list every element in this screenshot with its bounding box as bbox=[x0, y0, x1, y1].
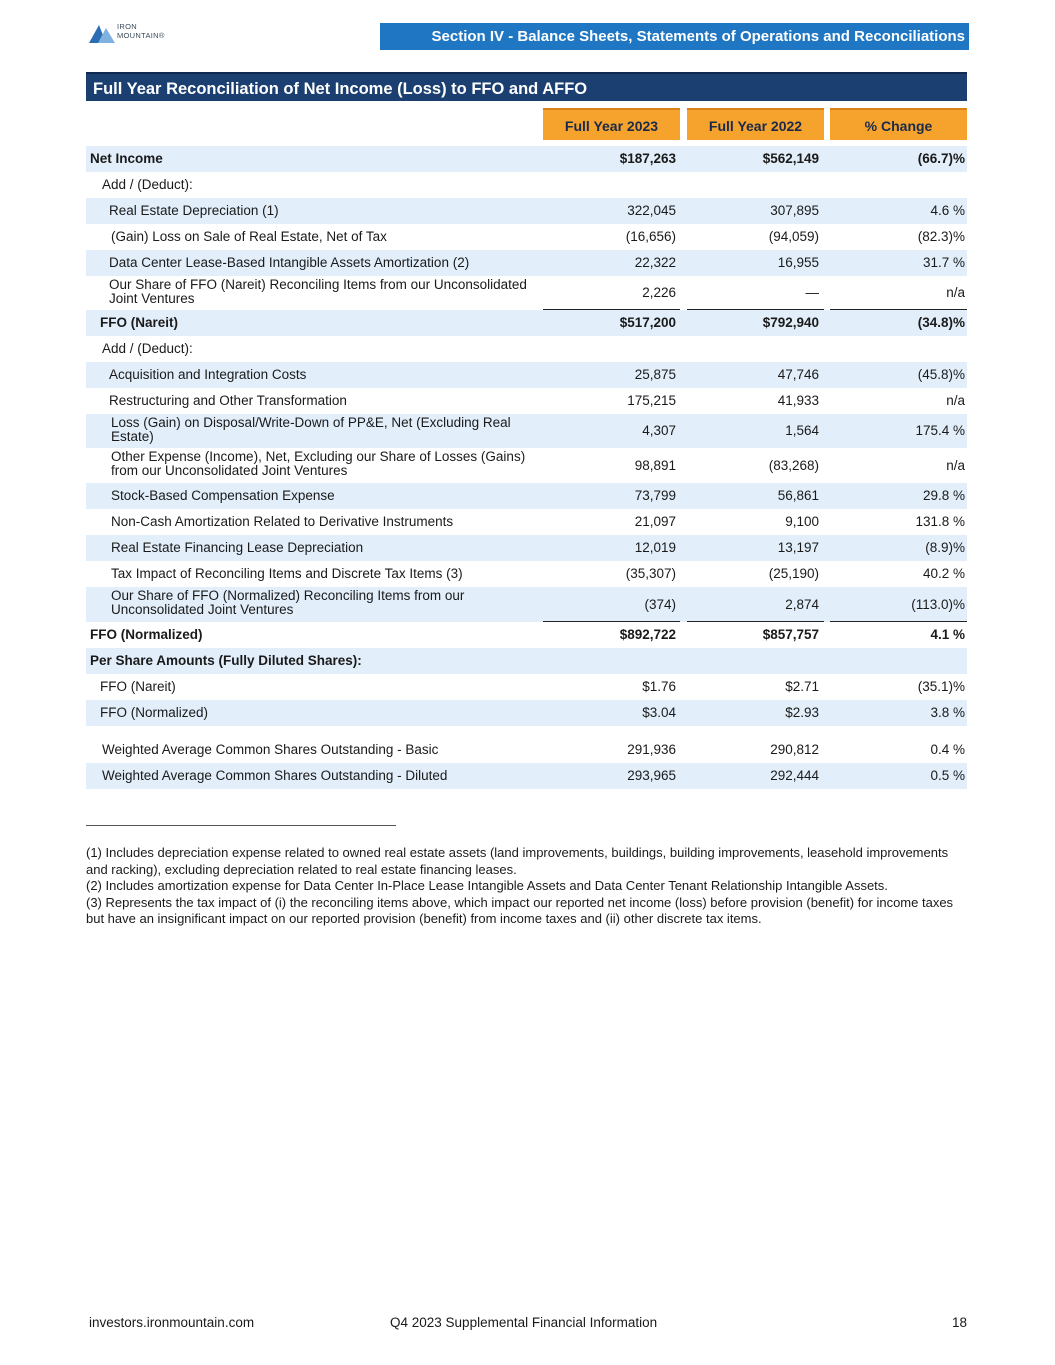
row-label: FFO (Normalized) bbox=[90, 627, 203, 642]
iron-mountain-logo bbox=[89, 22, 189, 46]
value-percent-change: 0.5 % bbox=[930, 768, 965, 783]
row-label-line-1: Other Expense (Income), Net, Excluding our Share of Losses (Gains) bbox=[111, 449, 526, 464]
value-percent-change: n/a bbox=[946, 393, 965, 408]
value-full-year-2023: $892,722 bbox=[619, 627, 676, 642]
row-label-line-2: from our Unconsolidated Joint Ventures bbox=[111, 463, 348, 478]
value-percent-change: (35.1)% bbox=[917, 679, 965, 694]
value-percent-change: 131.8 % bbox=[915, 514, 965, 529]
footnote-divider bbox=[86, 825, 396, 826]
value-percent-change: 29.8 % bbox=[922, 488, 965, 503]
value-percent-change: 4.1 % bbox=[930, 627, 965, 642]
table-row bbox=[86, 674, 967, 700]
table-row bbox=[86, 509, 967, 535]
row-label-line-2: Joint Ventures bbox=[109, 291, 195, 306]
footnotes bbox=[86, 845, 971, 928]
row-label: Per Share Amounts (Fully Diluted Shares): bbox=[90, 653, 362, 668]
value-full-year-2023: (16,656) bbox=[625, 229, 676, 244]
subtotal-rule bbox=[830, 309, 967, 310]
value-full-year-2022: $2.93 bbox=[785, 705, 819, 720]
value-full-year-2023: 98,891 bbox=[634, 458, 676, 473]
value-percent-change: (82.3)% bbox=[917, 229, 965, 244]
value-full-year-2022: 47,746 bbox=[777, 367, 819, 382]
value-full-year-2023: $517,200 bbox=[619, 315, 676, 330]
table-row bbox=[86, 250, 967, 276]
value-full-year-2022: (94,059) bbox=[768, 229, 819, 244]
row-label: Restructuring and Other Transformation bbox=[109, 393, 347, 408]
value-full-year-2022: 9,100 bbox=[785, 514, 819, 529]
table-row bbox=[86, 198, 967, 224]
value-full-year-2023: 25,875 bbox=[634, 367, 676, 382]
row-label: (Gain) Loss on Sale of Real Estate, Net of Tax bbox=[111, 229, 387, 244]
subtotal-rule bbox=[543, 309, 680, 310]
value-full-year-2023: 4,307 bbox=[642, 423, 676, 438]
column-header-full-year-2022: Full Year 2022 bbox=[687, 108, 824, 140]
row-label: Real Estate Depreciation (1) bbox=[109, 203, 279, 218]
value-full-year-2023: 73,799 bbox=[634, 488, 676, 503]
value-percent-change: (45.8)% bbox=[917, 367, 965, 382]
value-full-year-2022: $562,149 bbox=[762, 151, 819, 166]
table-row bbox=[86, 763, 967, 789]
row-label: Add / (Deduct): bbox=[102, 177, 193, 192]
row-label bbox=[86, 450, 566, 478]
table-row bbox=[86, 587, 967, 622]
section-banner: Section IV - Balance Sheets, Statements of Operations and Reconciliations bbox=[380, 23, 969, 50]
value-percent-change: n/a bbox=[946, 285, 965, 300]
row-label: Add / (Deduct): bbox=[102, 341, 193, 356]
column-header-percent-change: % Change bbox=[830, 108, 967, 140]
value-full-year-2023: (374) bbox=[644, 597, 676, 612]
table-row bbox=[86, 388, 967, 414]
table-row bbox=[86, 276, 967, 310]
row-label-line-1: Our Share of FFO (Normalized) Reconciling Items from our bbox=[111, 588, 465, 603]
row-label: Stock-Based Compensation Expense bbox=[111, 488, 335, 503]
value-full-year-2022: (83,268) bbox=[768, 458, 819, 473]
value-full-year-2022: 13,197 bbox=[777, 540, 819, 555]
value-percent-change: (8.9)% bbox=[925, 540, 965, 555]
value-percent-change: 0.4 % bbox=[930, 742, 965, 757]
value-full-year-2022: 307,895 bbox=[770, 203, 819, 218]
value-full-year-2023: $3.04 bbox=[642, 705, 676, 720]
value-percent-change: 4.6 % bbox=[930, 203, 965, 218]
table-row bbox=[86, 737, 967, 763]
row-label-line-1: Loss (Gain) on Disposal/Write-Down of PP&E, Net (Excluding Real bbox=[111, 415, 511, 430]
row-label: FFO (Nareit) bbox=[100, 679, 176, 694]
value-percent-change: 31.7 % bbox=[922, 255, 965, 270]
subtotal-rule bbox=[687, 621, 824, 622]
value-full-year-2023: 12,019 bbox=[634, 540, 676, 555]
row-label-line-2: Unconsolidated Joint Ventures bbox=[111, 602, 294, 617]
footer-document-title: Q4 2023 Supplemental Financial Information bbox=[390, 1315, 658, 1330]
table-row bbox=[86, 561, 967, 587]
value-percent-change: n/a bbox=[946, 458, 965, 473]
table-row bbox=[86, 648, 967, 674]
table-row bbox=[86, 448, 967, 483]
row-label: Real Estate Financing Lease Depreciation bbox=[111, 540, 364, 555]
table-row bbox=[86, 224, 967, 250]
value-percent-change: (34.8)% bbox=[917, 315, 965, 330]
row-label: Non-Cash Amortization Related to Derivative Instruments bbox=[111, 514, 454, 529]
value-full-year-2022: 2,874 bbox=[785, 597, 819, 612]
footnote-1: (1) Includes depreciation expense related to owned real estate assets (land improvements, buildings, building improvements, leasehold improvements and racking), excluding depreciation related to real estate financing leases. bbox=[86, 845, 949, 877]
logo-line-2: MOUNTAIN® bbox=[117, 31, 165, 40]
footer-website: investors.ironmountain.com bbox=[89, 1315, 255, 1330]
value-full-year-2023: 293,965 bbox=[627, 768, 676, 783]
table-row bbox=[86, 483, 967, 509]
row-label: Acquisition and Integration Costs bbox=[109, 367, 307, 382]
mountain-logo-icon bbox=[89, 22, 115, 44]
table-row bbox=[86, 310, 967, 336]
subtotal-rule bbox=[687, 309, 824, 310]
value-full-year-2023: 322,045 bbox=[627, 203, 676, 218]
value-full-year-2022: $857,757 bbox=[762, 627, 819, 642]
footnote-3: (3) Represents the tax impact of (i) the reconciling items above, which impact our reported net income (loss) before provision (benefit) for income taxes but have an insignificant impact on our reported provision (benefit) from income taxes and (ii) other discrete tax items. bbox=[86, 894, 954, 926]
row-label-line-2: Estate) bbox=[111, 429, 154, 444]
table-row bbox=[86, 336, 967, 362]
value-full-year-2022: $792,940 bbox=[762, 315, 819, 330]
row-label: FFO (Normalized) bbox=[100, 705, 209, 720]
value-full-year-2022: 41,933 bbox=[777, 393, 819, 408]
row-label: Tax Impact of Reconciling Items and Discrete Tax Items (3) bbox=[111, 566, 463, 581]
value-percent-change: 175.4 % bbox=[915, 423, 965, 438]
subtotal-rule bbox=[830, 621, 967, 622]
row-label: Weighted Average Common Shares Outstanding - Diluted bbox=[102, 768, 448, 783]
table-row bbox=[86, 414, 967, 448]
row-label: Data Center Lease-Based Intangible Assets Amortization (2) bbox=[109, 255, 470, 270]
row-label: Net Income bbox=[90, 151, 163, 166]
value-full-year-2022: 290,812 bbox=[770, 742, 819, 757]
value-full-year-2022: 16,955 bbox=[777, 255, 819, 270]
table-row bbox=[86, 172, 967, 198]
table-row bbox=[86, 700, 967, 726]
row-label bbox=[86, 278, 564, 306]
value-full-year-2023: $187,263 bbox=[619, 151, 676, 166]
value-full-year-2022: 292,444 bbox=[770, 768, 819, 783]
subtotal-rule bbox=[543, 621, 680, 622]
value-full-year-2022: — bbox=[805, 285, 819, 300]
value-percent-change: (113.0)% bbox=[911, 597, 965, 612]
table-row bbox=[86, 362, 967, 388]
value-full-year-2022: (25,190) bbox=[768, 566, 819, 581]
column-header-full-year-2023: Full Year 2023 bbox=[543, 108, 680, 140]
value-full-year-2023: 22,322 bbox=[634, 255, 676, 270]
logo-line-1: IRON bbox=[117, 22, 137, 31]
table-row bbox=[86, 146, 967, 172]
footnote-2: (2) Includes amortization expense for Data Center In-Place Lease Intangible Assets and Data Center Tenant Relationship Intangible Assets. bbox=[86, 878, 888, 893]
value-full-year-2023: (35,307) bbox=[625, 566, 676, 581]
row-label: FFO (Nareit) bbox=[100, 315, 179, 330]
logo-text bbox=[117, 22, 165, 40]
value-full-year-2023: 291,936 bbox=[627, 742, 676, 757]
value-percent-change: 40.2 % bbox=[922, 566, 965, 581]
table-row bbox=[86, 622, 967, 648]
row-label bbox=[86, 589, 566, 617]
table-row bbox=[86, 535, 967, 561]
value-full-year-2023: $1.76 bbox=[642, 679, 676, 694]
value-full-year-2023: 21,097 bbox=[634, 514, 676, 529]
value-full-year-2023: 175,215 bbox=[627, 393, 676, 408]
value-percent-change: (66.7)% bbox=[917, 151, 965, 166]
value-percent-change: 3.8 % bbox=[930, 705, 965, 720]
value-full-year-2022: 56,861 bbox=[777, 488, 819, 503]
footer-page-number: 18 bbox=[952, 1315, 968, 1330]
value-full-year-2022: $2.71 bbox=[785, 679, 819, 694]
table-title: Full Year Reconciliation of Net Income (Loss) to FFO and AFFO bbox=[86, 72, 967, 101]
value-full-year-2023: 2,226 bbox=[642, 285, 676, 300]
row-label: Weighted Average Common Shares Outstanding - Basic bbox=[102, 742, 439, 757]
value-full-year-2022: 1,564 bbox=[785, 423, 819, 438]
row-label-line-1: Our Share of FFO (Nareit) Reconciling Items from our Unconsolidated bbox=[109, 277, 527, 292]
row-label bbox=[86, 416, 566, 444]
